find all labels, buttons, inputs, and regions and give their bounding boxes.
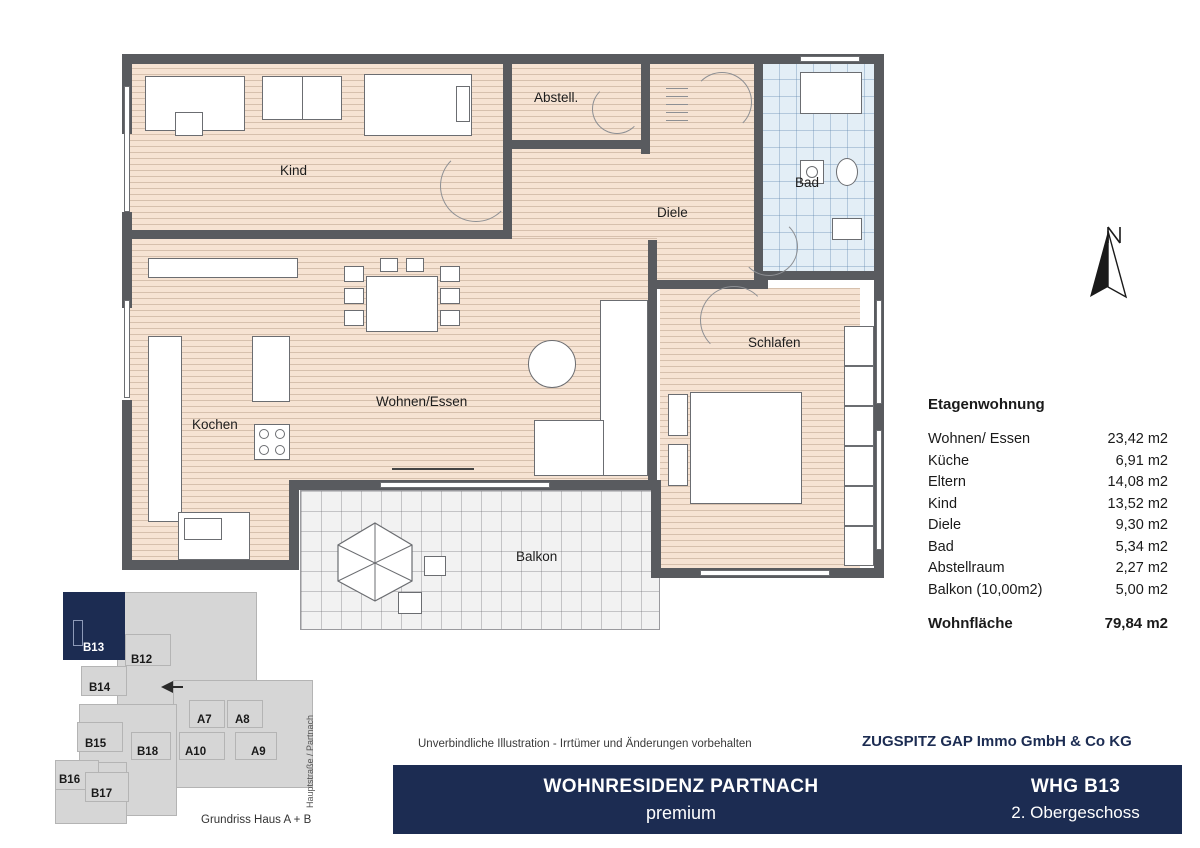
total-area-label: Wohnfläche xyxy=(928,615,1013,632)
furniture-kitchen-counter xyxy=(148,336,182,522)
keyplan-label-b14: B14 xyxy=(89,682,111,694)
wall-kind-east xyxy=(503,54,512,239)
keyplan-label-b15: B15 xyxy=(85,738,107,750)
room-label-kind: Kind xyxy=(280,163,308,178)
unit-title-bar xyxy=(969,765,1182,834)
stair-line-2 xyxy=(666,96,688,97)
room-label-wohnen-essen: Wohnen/Essen xyxy=(376,394,468,409)
area-value: 9,30 m2 xyxy=(1115,517,1168,533)
room-label-schlafen: Schlafen xyxy=(748,335,801,350)
furniture-flow-arrow xyxy=(392,468,474,470)
furniture-wc xyxy=(836,158,858,186)
total-area-row xyxy=(928,615,1168,632)
unit-floor: 2. Obergeschoss xyxy=(1011,803,1140,822)
area-row xyxy=(928,494,1168,516)
furniture-pillow-kind xyxy=(456,86,470,122)
furniture-wardrobe-schlafen-5 xyxy=(844,486,874,526)
area-info-panel xyxy=(928,396,1168,632)
area-value: 6,91 m2 xyxy=(1115,452,1168,469)
wall-bottom-right xyxy=(651,480,661,578)
keyplan-label-a8: A8 xyxy=(235,714,250,726)
room-label-balkon: Balkon xyxy=(516,549,558,564)
area-row xyxy=(928,580,1168,602)
wall-abstell-south xyxy=(512,140,642,149)
keyplan-label-b16: B16 xyxy=(59,774,81,786)
stair-line-4 xyxy=(666,112,688,113)
window-wohnen-left xyxy=(124,300,130,398)
keyplan-unit-b13-balcony xyxy=(73,620,83,646)
area-value: 2,27 m2 xyxy=(1115,560,1168,576)
keyplan-caption: Grundriss Haus A + B xyxy=(201,814,312,826)
furniture-chair-7 xyxy=(380,258,398,272)
door-arc-entry xyxy=(692,72,752,132)
company-name: ZUGSPITZ GAP Immo GmbH & Co KG xyxy=(862,733,1132,750)
window-kind-left xyxy=(124,86,130,212)
stair-line-5 xyxy=(666,120,688,121)
door-arc-abstell xyxy=(592,84,642,134)
cooktop-burner-1 xyxy=(259,429,269,439)
cooktop-burner-4 xyxy=(275,445,285,455)
keyplan-street-label: Hauptstraße / Partnach xyxy=(305,714,315,808)
area-info-title: Etagenwohnung xyxy=(928,396,1045,413)
area-label: Kind xyxy=(928,495,958,512)
project-title-bar xyxy=(393,765,969,834)
door-balcony-right xyxy=(700,570,830,576)
area-label: Bad xyxy=(928,538,954,555)
wall-diele-east xyxy=(641,54,650,154)
window-schlafen-right-2 xyxy=(876,430,882,550)
area-value: 13,52 m2 xyxy=(1107,495,1168,512)
area-label: Abstellraum xyxy=(928,560,1005,576)
room-label-kochen: Kochen xyxy=(192,417,238,432)
area-row xyxy=(928,558,1168,580)
furniture-kitchen-tall xyxy=(252,336,290,402)
keyplan-label-a7: A7 xyxy=(197,714,212,726)
total-area-value: 79,84 m2 xyxy=(1104,615,1168,632)
keyplan-label-b13: B13 xyxy=(83,642,105,654)
room-label-diele: Diele xyxy=(657,205,688,220)
area-row xyxy=(928,429,1168,451)
room-label-bad: Bad xyxy=(795,175,820,190)
wall-bottom-left xyxy=(122,560,297,570)
keyplan-label-b12: B12 xyxy=(131,654,153,666)
area-row xyxy=(928,537,1168,559)
disclaimer-text: Unverbindliche Illustration - Irrtümer und Änderungen vorbehalten xyxy=(418,738,752,750)
key-plan xyxy=(55,592,385,832)
furniture-chair-3 xyxy=(344,310,364,326)
wall-diele-east2 xyxy=(648,240,657,490)
window-bad-top xyxy=(800,56,860,62)
furniture-sofa-arm xyxy=(534,420,604,476)
project-name: WOHNRESIDENZ PARTNACH xyxy=(543,776,819,797)
furniture-nightstand xyxy=(175,112,203,136)
room-label-abstell: Abstell. xyxy=(534,90,579,105)
door-arc-kind xyxy=(440,150,512,222)
area-value: 5,00 m2 xyxy=(1115,581,1168,598)
furniture-sofa-main xyxy=(600,300,648,476)
furniture-sink-bad xyxy=(832,218,862,240)
furniture-wardrobe-schlafen-6 xyxy=(844,526,874,566)
area-label: Diele xyxy=(928,517,962,533)
wall-left-mid xyxy=(122,212,132,308)
keyplan-label-a10: A10 xyxy=(185,746,207,758)
cooktop-burner-3 xyxy=(259,445,269,455)
door-balcony-left xyxy=(380,482,550,488)
window-schlafen-right xyxy=(876,300,882,404)
furniture-pillow-right xyxy=(668,444,688,486)
wall-bottom-mid xyxy=(289,480,299,570)
stair-line-1 xyxy=(666,88,688,89)
furniture-round-table xyxy=(528,340,576,388)
wall-left-lower xyxy=(122,400,132,570)
area-value: 23,42 m2 xyxy=(1107,431,1168,447)
keyplan-label-b18: B18 xyxy=(137,746,159,758)
furniture-wardrobe-schlafen-3 xyxy=(844,406,874,446)
unit-number: WHG B13 xyxy=(1030,776,1121,797)
furniture-bathtub xyxy=(800,72,862,114)
furniture-chair-2 xyxy=(344,288,364,304)
furniture-kitchen-sink xyxy=(184,518,222,540)
keyplan-label-a9: A9 xyxy=(251,746,266,758)
furniture-chair-5 xyxy=(440,288,460,304)
area-label: Balkon (10,00m2) xyxy=(928,581,1043,598)
project-subtitle: premium xyxy=(645,803,716,823)
furniture-wardrobe-schlafen-4 xyxy=(844,446,874,486)
furniture-dining-table xyxy=(366,276,438,332)
furniture-desk-divider xyxy=(302,76,303,120)
keyplan-label-b17: B17 xyxy=(91,788,113,800)
area-label: Küche xyxy=(928,452,970,469)
area-row xyxy=(928,515,1168,537)
area-label: Wohnen/ Essen xyxy=(928,431,1031,447)
furniture-wardrobe-schlafen-2 xyxy=(844,366,874,406)
stair-line-3 xyxy=(666,104,688,105)
furniture-wardrobe-schlafen-1 xyxy=(844,326,874,366)
furniture-chair-1 xyxy=(344,266,364,282)
wall-schlafen-north xyxy=(648,280,768,289)
furniture-bed-double xyxy=(690,392,802,504)
keyplan-direction-arrow-icon xyxy=(159,680,185,694)
wall-kind-south xyxy=(122,230,512,239)
area-row xyxy=(928,451,1168,473)
furniture-chair-4 xyxy=(440,266,460,282)
area-value: 5,34 m2 xyxy=(1115,538,1168,555)
door-arc-bad xyxy=(740,218,798,276)
compass-north-icon xyxy=(1078,225,1138,305)
cooktop-burner-2 xyxy=(275,429,285,439)
furniture-wardrobe-kind xyxy=(148,258,298,278)
area-row xyxy=(928,472,1168,494)
furniture-balcony-chair xyxy=(424,556,446,576)
furniture-chair-6 xyxy=(440,310,460,326)
furniture-chair-8 xyxy=(406,258,424,272)
furniture-balcony-table xyxy=(398,592,422,614)
furniture-cooktop xyxy=(254,424,290,460)
area-value: 14,08 m2 xyxy=(1107,474,1168,490)
area-label: Eltern xyxy=(928,474,966,490)
furniture-pillow-left xyxy=(668,394,688,436)
